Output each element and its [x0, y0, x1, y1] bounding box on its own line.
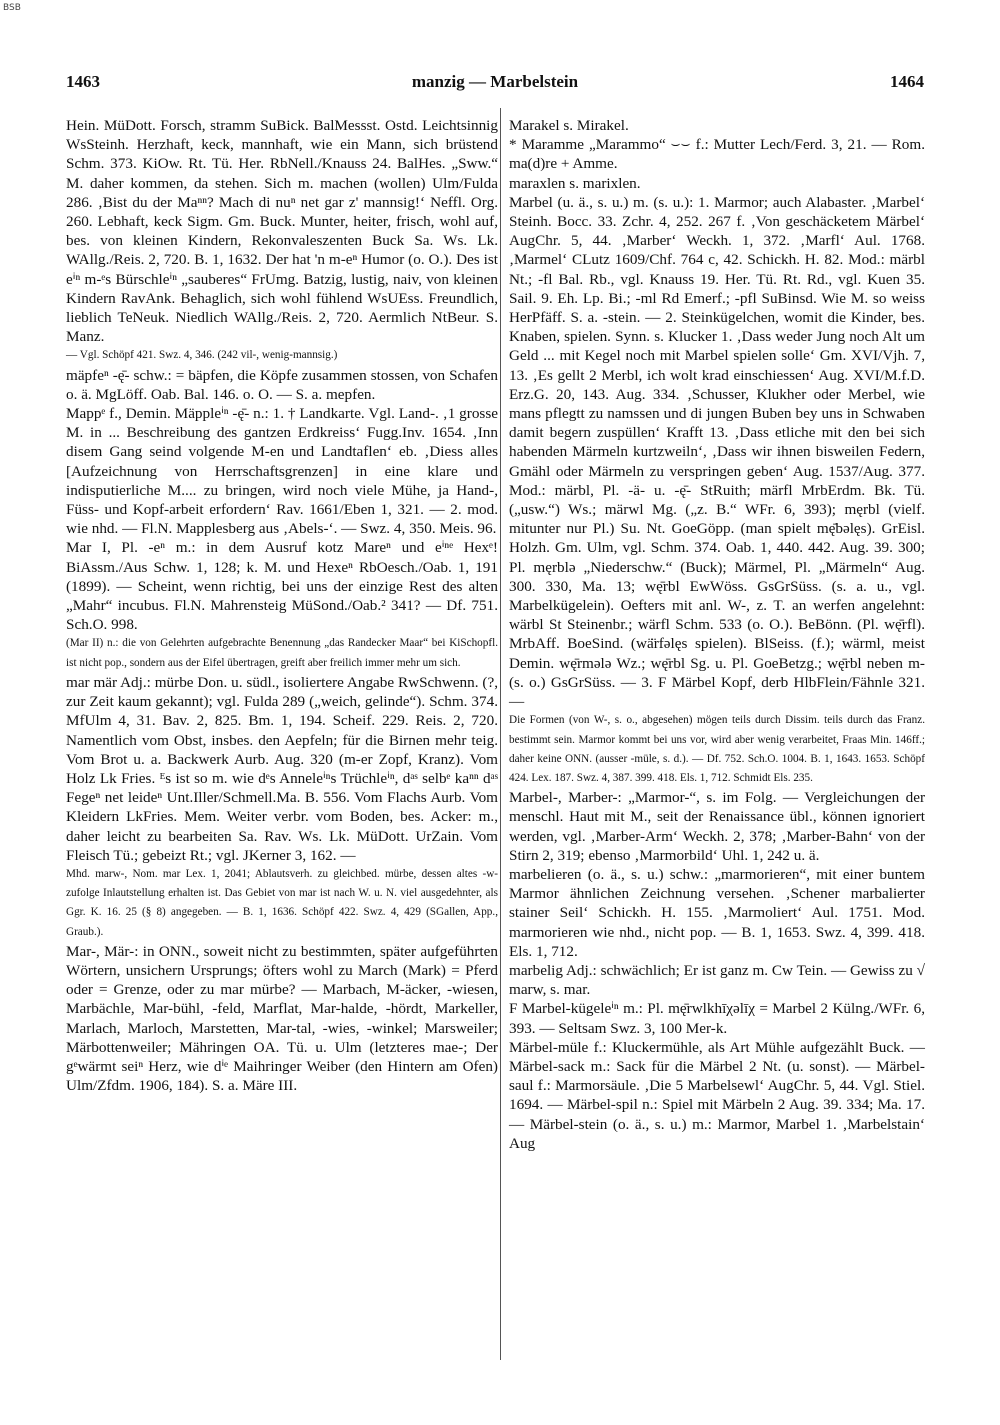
entry-marbel-kuegelein: F Marbel-kügeleⁱⁿ m.: Pl. mę̄rwlkhīχəlīχ = Marbel 2 Külng./WFr. 6, 393. — Seltsam Swz. 3, 100 Mer-k.: [509, 1000, 925, 1037]
entry-mar-i: Mar I, Pl. -eⁿ m.: in dem Ausruf kotz Mareⁿ und eⁱⁿᵉ Hexᵉ! BiAssm./Aus Schw. 1, 128; k. M. und Hexeⁿ RbOesch./Oab. 1, 191 (1899). — Scheint, wenn richtig, bei uns der einzige Rest des alten „Mahr“ incubus. Fl.N. Mahrensteig MüSond./Oab.² 341? — Df. 751. Sch.O. 998.: [66, 539, 498, 634]
entry-marbelig: marbelig Adj.: schwächlich; Er ist ganz m. Cw Tein. — Gewiss zu √ marw, s. mar.: [509, 961, 925, 999]
entry-marbel-compounds: Marbel-, Marber-: „Marmor-“, s. im Folg. — Vergleichungen der menschl. Haut mit M., seit der Renaissance übl., können ignoriert werden, vgl. ‚Marber-Arm‘ Weckh. 2, 378; ‚Marber-Bahn‘ von der Stirn 2, 319; ebenso ‚Marmorbild‘ Uhl. 1, 242 u. ä.: [509, 789, 925, 864]
page-number-right: 1464: [890, 72, 924, 91]
etymology-note: Mhd. marw-, Nom. mar Lex. 1, 2041; Ablautsverh. zu gleichbed. mürbe, dessen altes -w- zufolge Inlautstellung erhalten ist. Das Gebiet von mar ist nach W. u. N. viel ausgedehnter, als Ggr. K. 16. 25 (§ 8) angegeben. — B. 1, 1636. Schöpf 422. Swz. 4, 429 (SGallen, App., Graub.).: [66, 867, 498, 938]
running-title: manzig — Marbelstein: [411, 72, 579, 91]
library-stamp: BSB: [3, 3, 21, 13]
page-header: [66, 72, 924, 94]
entry-marbelieren: marbelieren (o. ä., s. u.) schw.: „marmorieren“, mit einer buntem Marmor ähnlichen Zeichnung versehen. ‚Schener marbalierter stainer Seil‘ Schickh. H. 155. ‚Marmoliert‘ Aul. 1751. Mod. marmorieren wie nhd., nicht pop. — B. 1, 1653. Swz. 4, 399. 418. Els. 1, 712.: [509, 865, 925, 960]
right-column: [509, 116, 925, 1153]
entry-mar-ii: (Mar II) n.: die von Gelehrten aufgebrachte Benennung „das Randecker Maar“ bei KiSchopfl. ist nicht pop., sondern aus der Eifel übertragen, greift aber freilich immer mehr um sich.: [66, 637, 498, 669]
column-divider: [500, 108, 501, 1360]
entry-mar-mar-onn: Mar-, Mär-: in ONN., soweit nicht zu bestimmten, später aufgeführten Wörtern, unsichern Ursprungs; öfters wohl zu March (Mark) = Pferd oder = Grenze, oder zu mar mürbe? — Marbach, M-äcker, -wiesen, Marbächle, Mar-bühl, -feld, Marflat, Mar-halde, -hördt, Markeller, Marlach, Marloch, Marstetten, Mar-tal, -wies, -winkel; Marsweiler; Märbottenweiler; Mähringen OA. Tü. u. Ulm (letzteres mae-; Der gᵉwärmt seiⁿ Herz, wie dⁱᵉ Maihringer Weiber (den Hintern am Ofen) Ulm/Zfdm. 1906, 184). S. a. Märe III.: [66, 942, 498, 1095]
entry-maraxlen: maraxlen s. marixlen.: [509, 174, 641, 192]
entry-maerbel-muele: Märbel-müle f.: Kluckermühle, als Art Mühle aufgezählt Buck. — Märbel-sack m.: Sack für die Märbel 2 Nt. (u. sonst). — Märbel-saul f.: Marmorsäule. ‚Die 5 Marbelsewl‘ AugChr. 5, 44. Vgl. Stiel. 1694. — Märbel-spil n.: Spiel mit Märbeln 2 Aug. 39. 334; Ma. 17. — Märbel-stein (o. ä., s. u.) m.: Marmor, Marbel 1. ‚Marbelstain‘ Aug: [509, 1038, 925, 1152]
left-column: [66, 116, 498, 1095]
page-number-left: 1463: [66, 72, 100, 91]
entry-mappe: Mappᵉ f., Demin. Mäppleⁱⁿ -ę̄- n.: 1. † Landkarte. Vgl. Land-. ‚1 grosse M. in ... Beschreibung des gantzen Erdkreiss‘ Fugg.Inv. 1654. ‚Inn disem Gang seind volgende M-en und Landtaflen‘ eb. ‚Diess alles [Aufzeichnung von Herrschaftsgrenzen] in eine klare und indisputierliche M.... zu bringen, wird noch viele Mühe, ja Hand-, Füss- und Kopf-arbeit erfordern‘ Rav. 1661/Eben 1, 321. — 2. mod. wie nhd. — Fl.N. Mapplesberg aus ‚Abels-‘. — Swz. 4, 350. Meis. 96.: [66, 405, 498, 538]
entry-mar-adj: mar mär Adj.: mürbe Don. u. südl., isoliertere Angabe RwSchwenn. (?, zur Zeit kaum gekannt); vgl. Fulda 289 („weich, gelinde“). Schm. 374. MfUlm 4, 31. Bav. 2, 825. Bm. 1, 194. Scheif. 229. Reis. 2, 720. Namentlich vom Obst, insbes. den Aepfeln; für die Birnen mehr teig. Vom Brot u. a. Backwerk Aurb. Aug. 320 (m-er Zopf, Kranz). Vom Holz Lk Fries. ᴱs ist so m. wie dᵉs Anneleⁱⁿs Trüchleⁱⁿ, dᵃˢ selbᵉ kaⁿⁿ dᵃˢ Fegeⁿ net leideⁿ Unt.Iller/Schmell.Ma. B. 556. Vom Flachs Aurb. Vom Kleidern LkFries. Mem. Weiter verbr. vom Boden, bes. Acker: m., daher leicht zu bearbeiten Sa. Rav. Ws. Lk. MüDott. UrZain. Vom Fleisch Tü.; gebeizt Rt.; vgl. JKerner 3, 162. —: [66, 673, 498, 864]
marbel-note: Die Formen (von W-, s. o., abgesehen) mögen teils durch Dissim. teils durch das Franz. bestimmt sein. Marmor kommt bei uns vor, wird aber wenig verarbeitet, Fraas Min. 146ff.; daher keine ONN. (ausser -müle, s. d.). — Df. 752. Sch.O. 1004. B. 1, 1643. 1653. Schöpf 424. Lex. 187. Swz. 4, 387. 399. 418. Els. 1, 712. Schmidt Els. 235.: [509, 714, 925, 784]
reference-note: — Vgl. Schöpf 421. Swz. 4, 346. (242 vil-, wenig-mannsig.): [66, 349, 338, 362]
entry-maepfen: mäpfeⁿ -ę̄- schw.: = bäpfen, die Köpfe zusammen stossen, von Schafen o. ä. MgLöff. Oab. Bal. 146. o. O. — S. a. mepfen.: [66, 366, 498, 403]
entry-marbel: Marbel (u. ä., s. u.) m. (s. u.): 1. Marmor; auch Alabaster. ‚Marbel‘ Steinh. Bocc. 33. Zchr. 4, 252. 267 f. ‚Von geschäcketem Märbel‘ AugChr. 5, 44. ‚Marber‘ Weckh. 1, 372. ‚Marfl‘ Aul. 1768. ‚Marmel‘ CLutz 1609/Chf. 764 c, 42. Schickh. H. 82. Mod.: märbl Nt.; -fl Bal. Rb., vgl. Knauss 19. Her. Tü. Rt. Rd., vgl. Kuen 35. Sail. 9. Eh. Lp. Bi.; -ml Rd Emerf.; -pfl SuBinsd. Wie M. so weiss HerPfäff. S. a. -stein. — 2. Steinkügelchen, womit die Kinder, bes. Knaben, spielen. Synn. s. Klucker 1. ‚Dass weder Jung noch Alt um Geld ... mit Kegel noch mit Marbel spielen solle‘ Gm. XVI/Vjh. 7, 13. ‚Es gellt 2 Merbl, ich wolt krad einschiessen‘ Aug. XVI/M.f.D. Erz.G. 20, 143. Aug. 334. ‚Schusser, Klukher oder Merbel, wie mans pflegtt zu namssen und di jungen Buben bey uns in Schwaben damit begern zuspüllen‘ Krafft 13. ‚Dass etliche mit den bei sich habenden Märmeln kurtzweiln‘, ‚Dass wir ihnen bisweilen Federn, Gmähl oder Märmeln zu verspringen geben‘ Aug. 1537/Aug. 377. Mod.: märbl, Pl. -ä- u. -ę̄- StRuith; märfl MrbErdm. Bk. Tü. („usw.“) Ws.; märwl Mg. („z. B.“ WFr. 6, 393); męrbl (vielf. mitunter nur Pl.) Su. Nt. GoeGöpp. (man spielt mę̄bəlęs). GrEisl. Holzh. Gm. Ulm, vgl. Schm. 374. Oab. 1, 440. 442. Aug. 39. 300; Pl. męrblə „Niederschw.“ (Buck); Märmel, Pl. „Märmeln“ Aug. 300. 330, Ma. 13; wę̄rbl EwWöss. GsGrSüss. (s. a. u., vgl. Marbelkügelein). Oefters mit anl. W-, z. T. an werfen angelehnt: wärbl St Steinenbr.; wärfl Schm. 533 (o. O.). BeBönn. (Pl. wę̄rfl). MrbAff. BoeSind. (wä̈rfəlęs spielen). BlSeiss. (f.); wärml, meist Demin. wę̄rmələ Wz.; wę̄rbl Sg. u. Pl. GoeBetzg.; wę̄rbl neben m- (s. o.) GsGrSüss. — 3. F Märbel Kopf, derb HlbFlein/Fähnle 321. —: [509, 193, 925, 711]
entry-marakel: Marakel s. Mirakel.: [509, 117, 629, 134]
entry-paragraph: Hein. MüDott. Forsch, stramm SuBick. BalMessst. Ostd. Leichtsinnig WsSteinh. Herzhaft, keck, mannhaft, wie ein Mann, sich brüstend Schm. 373. KiOw. Rt. Tü. Her. RbNell./Knauss 24. BalHes. „Sww.“ M. daher kommen, da stehen. Sich m. machen (wollen) Ulm/Fulda 286. ‚Bist du der Maⁿⁿ? Mach di nuⁿ net gar z' mannsig!‘ Neffl. Org. 260. Lebhaft, keck Sigm. Gm. Buck. Munter, heiter, frisch, wohl auf, bes. von kleinen Kindern, Rekonvaleszenten Buck Sa. Ws. Lk. WAllg./Reis. 2, 720. B. 1, 1632. Der hat 'n m-eⁿ Humor (o. O.). Des ist eⁱⁿ m-ᵉs Bürschleⁱⁿ „sauberes“ FrUmg. Batzig, lustig, naiv, von kleinen Kindern RavAnk. Behaglich, sich wohl fühlend WsUEss. Freundlich, lieblich TeNeuk. Niedlich WAllg./Reis. 2, 720. Aermlich NtBeur. S. Manz.: [66, 117, 498, 346]
entry-maramme: * Maramme „Marammo“ ⌣⌣ f.: Mutter Lech/Ferd. 3, 21. — Rom. ma(d)re + Amme.: [509, 136, 925, 173]
